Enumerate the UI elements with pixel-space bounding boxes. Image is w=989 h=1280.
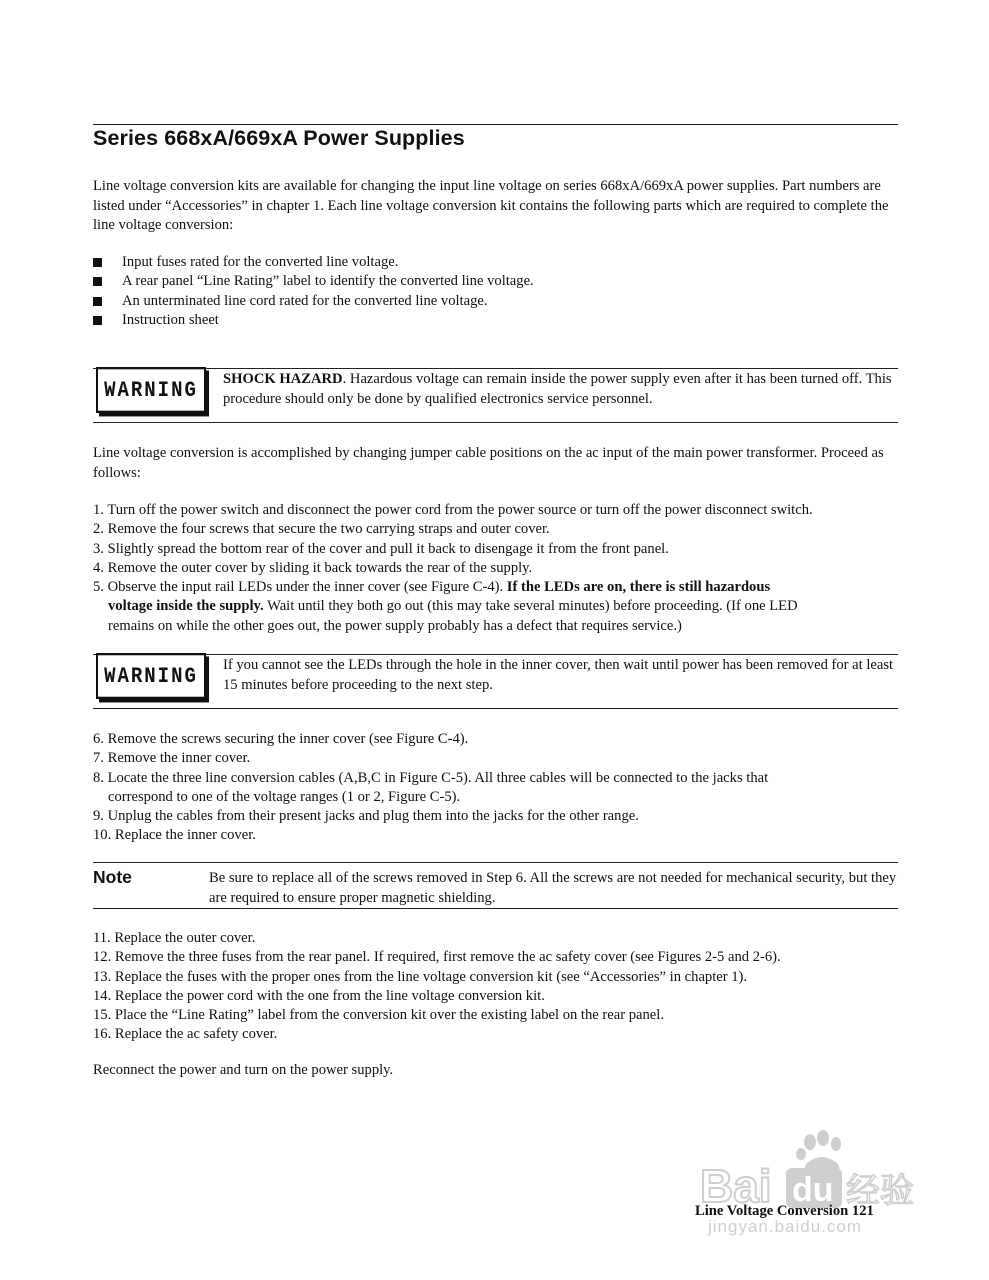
svg-text:Bai: Bai bbox=[700, 1160, 772, 1212]
step-item: 2. Remove the four screws that secure the two carrying straps and outer cover. bbox=[93, 521, 550, 538]
step-item: 10. Replace the inner cover. bbox=[93, 827, 256, 844]
section-title: Series 668xA/669xA Power Supplies bbox=[93, 126, 465, 150]
bullet-square-icon bbox=[93, 316, 102, 325]
warning2-top-rule bbox=[93, 654, 898, 655]
step-item: 14. Replace the power cord with the one from the line voltage conversion kit. bbox=[93, 987, 545, 1004]
page-footer: Line Voltage Conversion 121 bbox=[695, 1203, 874, 1219]
list-item: A rear panel “Line Rating” label to identify the converted line voltage. bbox=[93, 272, 534, 291]
step-item: 4. Remove the outer cover by sliding it back towards the rear of the supply. bbox=[93, 559, 533, 576]
bullet-square-icon bbox=[93, 277, 102, 286]
step-item: 7. Remove the inner cover. bbox=[93, 750, 251, 767]
step-item: 6. Remove the screws securing the inner cover (see Figure C-4). bbox=[93, 731, 469, 747]
list-item: Instruction sheet bbox=[93, 311, 534, 330]
procedure-steps-1-5 bbox=[93, 501, 903, 636]
step-item: 15. Place the “Line Rating” label from the conversion kit over the existing label on the rear panel. bbox=[93, 1007, 664, 1024]
warning1-text: SHOCK HAZARD. Hazardous voltage can remain inside the power supply even after it has been turned off. This procedure should only be done by qualified electronics service personnel. bbox=[223, 371, 892, 407]
warning-badge: WARNING bbox=[96, 653, 206, 699]
step-item: 13. Replace the fuses with the proper ones from the line voltage conversion kit (see “Accessories” in chapter 1). bbox=[93, 968, 748, 985]
shock-hazard-label: SHOCK HAZARD bbox=[223, 371, 343, 387]
warning-badge: WARNING bbox=[96, 367, 206, 413]
step-item: 11. Replace the outer cover. bbox=[93, 930, 256, 946]
procedure-steps-6-10 bbox=[93, 730, 903, 846]
step-item: 9. Unplug the cables from their present jacks and plug them into the jacks for the other range. bbox=[93, 808, 639, 825]
bullet-square-icon bbox=[93, 297, 102, 306]
closing-paragraph: Reconnect the power and turn on the power supply. bbox=[93, 1062, 394, 1078]
step-item: 16. Replace the ac safety cover. bbox=[93, 1026, 278, 1043]
list-item: An unterminated line cord rated for the converted line voltage. bbox=[93, 292, 534, 311]
bullet-square-icon bbox=[93, 258, 102, 267]
step-item: 12. Remove the three fuses from the rear panel. If required, first remove the ac safety cover (see Figures 2-5 and 2-6). bbox=[93, 949, 781, 966]
note-text: Be sure to replace all of the screws removed in Step 6. All the screws are not needed for mechanical security, but they are required to ensure proper magnetic shielding. bbox=[209, 870, 897, 906]
note-top-rule bbox=[93, 862, 898, 863]
procedure-intro: Line voltage conversion is accomplished by changing jumper cable positions on the ac input of the main power transformer. Proceed as follows: bbox=[93, 445, 884, 481]
svg-text:经验: 经验 bbox=[846, 1171, 914, 1211]
step-item: 1. Turn off the power switch and disconnect the power cord from the power source or turn off the power disconnect switch. bbox=[93, 502, 813, 518]
list-item: Input fuses rated for the converted line voltage. bbox=[93, 253, 534, 272]
baidu-jingyan-watermark-logo bbox=[698, 1130, 938, 1240]
svg-text:du: du bbox=[792, 1171, 834, 1209]
procedure-steps-11-16 bbox=[93, 929, 903, 1045]
step-item: 5. Observe the input rail LEDs under the inner cover (see Figure C-4). If the LEDs are on, there is still hazardous voltage inside the supply. Wait until they both go out (this may take several minutes) before proceeding. (If one LED remains on while the other goes out, the power supply probably has a defect that requires service.) bbox=[93, 579, 798, 634]
warning1-bottom-rule bbox=[93, 422, 898, 423]
top-rule bbox=[93, 124, 898, 125]
warning1-top-rule bbox=[93, 368, 898, 369]
warning2-text: If you cannot see the LEDs through the hole in the inner cover, then wait until power has been removed for at least 15 minutes before proceeding to the next step. bbox=[223, 657, 894, 693]
warning2-bottom-rule bbox=[93, 708, 898, 709]
step-item: 8. Locate the three line conversion cables (A,B,C in Figure C-5). All three cables will be connected to the jacks that correspond to one of the voltage ranges (1 or 2, Figure C-5). bbox=[93, 769, 769, 805]
svg-text:jingyan.baidu.com: jingyan.baidu.com bbox=[708, 1217, 863, 1236]
step-item: 3. Slightly spread the bottom rear of the cover and pull it back to disengage it from the front panel. bbox=[93, 540, 669, 557]
kit-parts-list bbox=[93, 253, 534, 330]
note-bottom-rule bbox=[93, 908, 898, 909]
intro-paragraph: Line voltage conversion kits are available for changing the input line voltage on series 668xA/669xA power supplies. Part numbers are listed under “Accessories” in chapter 1. Each line voltage conversion kit contains the following parts which are required to complete the line voltage conversion: bbox=[93, 178, 889, 233]
note-label: Note bbox=[93, 867, 132, 887]
